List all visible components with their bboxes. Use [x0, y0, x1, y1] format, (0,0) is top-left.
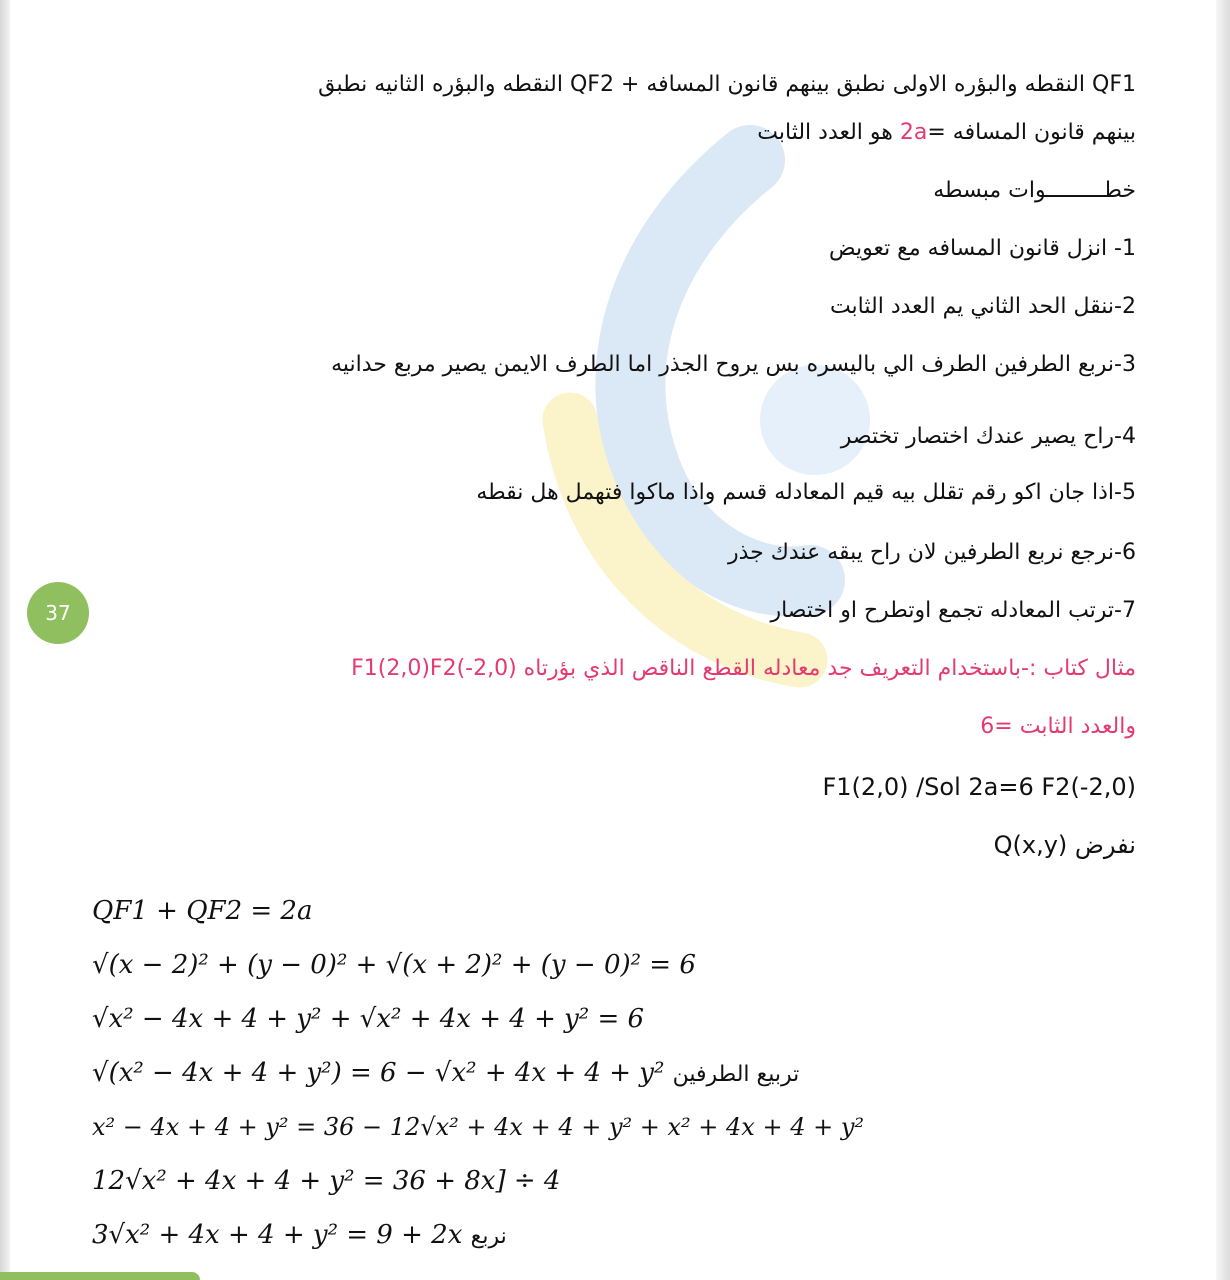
- step-2: 2-ننقل الحد الثاني يم العدد الثابت: [829, 294, 1136, 319]
- equation-4-math: √(x² − 4x + 4 + y²) = 6 − √x² + 4x + 4 + y²: [92, 1058, 665, 1088]
- page-number: 37: [45, 601, 71, 625]
- step-5: 5-اذا جان اكو رقم تقلل بيه قيم المعادله قسم واذا ماكوا فتهمل هل نقطه: [476, 480, 1136, 505]
- equation-4-note: تربيع الطرفين: [672, 1062, 800, 1087]
- intro-constant: 2a: [899, 120, 928, 145]
- bottom-accent-bar: [0, 1272, 200, 1280]
- equation-7-math: 3√x² + 4x + 4 + y² = 9 + 2x: [92, 1220, 463, 1250]
- solution-line: F1(2,0) /Sol 2a=6 F2(-2,0): [822, 773, 1136, 801]
- equation-7: [92, 1216, 507, 1256]
- step-7: 7-ترتب المعادله تجمع اوتطرح او اختصار: [770, 598, 1136, 623]
- steps-title: خطـــــــــوات مبسطه: [933, 178, 1136, 203]
- step-6: 6-نرجع نربع الطرفين لان راح يبقه عندك جذر: [727, 540, 1136, 565]
- step-4: 4-راح يصير عندك اختصار تختصر: [840, 424, 1136, 449]
- equation-6: 12√x² + 4x + 4 + y² = 36 + 8x] ÷ 4: [92, 1166, 561, 1196]
- step-3: 3-نربع الطرفين الطرف الي باليسره بس يروح الجذر اما الطرف الايمن يصير مربع حدانيه: [331, 352, 1136, 377]
- assume-point: نفرض Q(x,y): [993, 831, 1136, 859]
- equation-4: [92, 1054, 799, 1094]
- intro-line-2-end: هو العدد الثابت: [757, 120, 900, 145]
- equation-1: QF1 + QF2 = 2a: [92, 896, 313, 926]
- intro-line-2-start: بينهم قانون المسافه =: [927, 120, 1136, 145]
- page-number-badge: [27, 582, 89, 644]
- intro-line-1: QF1 النقطه والبؤره الاولى نطبق بينهم قانون المسافه + QF2 النقطه والبؤره الثانيه نطبق: [318, 72, 1136, 97]
- equation-5: x² − 4x + 4 + y² = 36 − 12√x² + 4x + 4 + y² + x² + 4x + 4 + y²: [92, 1113, 865, 1141]
- step-1: 1- انزل قانون المسافه مع تعويض: [829, 236, 1136, 261]
- intro-line-2: [757, 116, 1136, 150]
- right-page-edge: [1216, 0, 1230, 1280]
- equation-7-note: نربع: [470, 1224, 507, 1249]
- equation-3: √x² − 4x + 4 + y² + √x² + 4x + 4 + y² = 6: [92, 1004, 645, 1034]
- equation-2: √(x − 2)² + (y − 0)² + √(x + 2)² + (y − 0)² = 6: [92, 950, 696, 980]
- left-page-edge: [0, 0, 10, 1280]
- example-statement: مثال كتاب :-باستخدام التعريف جد معادله القطع الناقص الذي بؤرتاه F1(2,0)F2(-2,0): [351, 656, 1136, 681]
- example-constant: والعدد الثابت =6: [980, 714, 1136, 739]
